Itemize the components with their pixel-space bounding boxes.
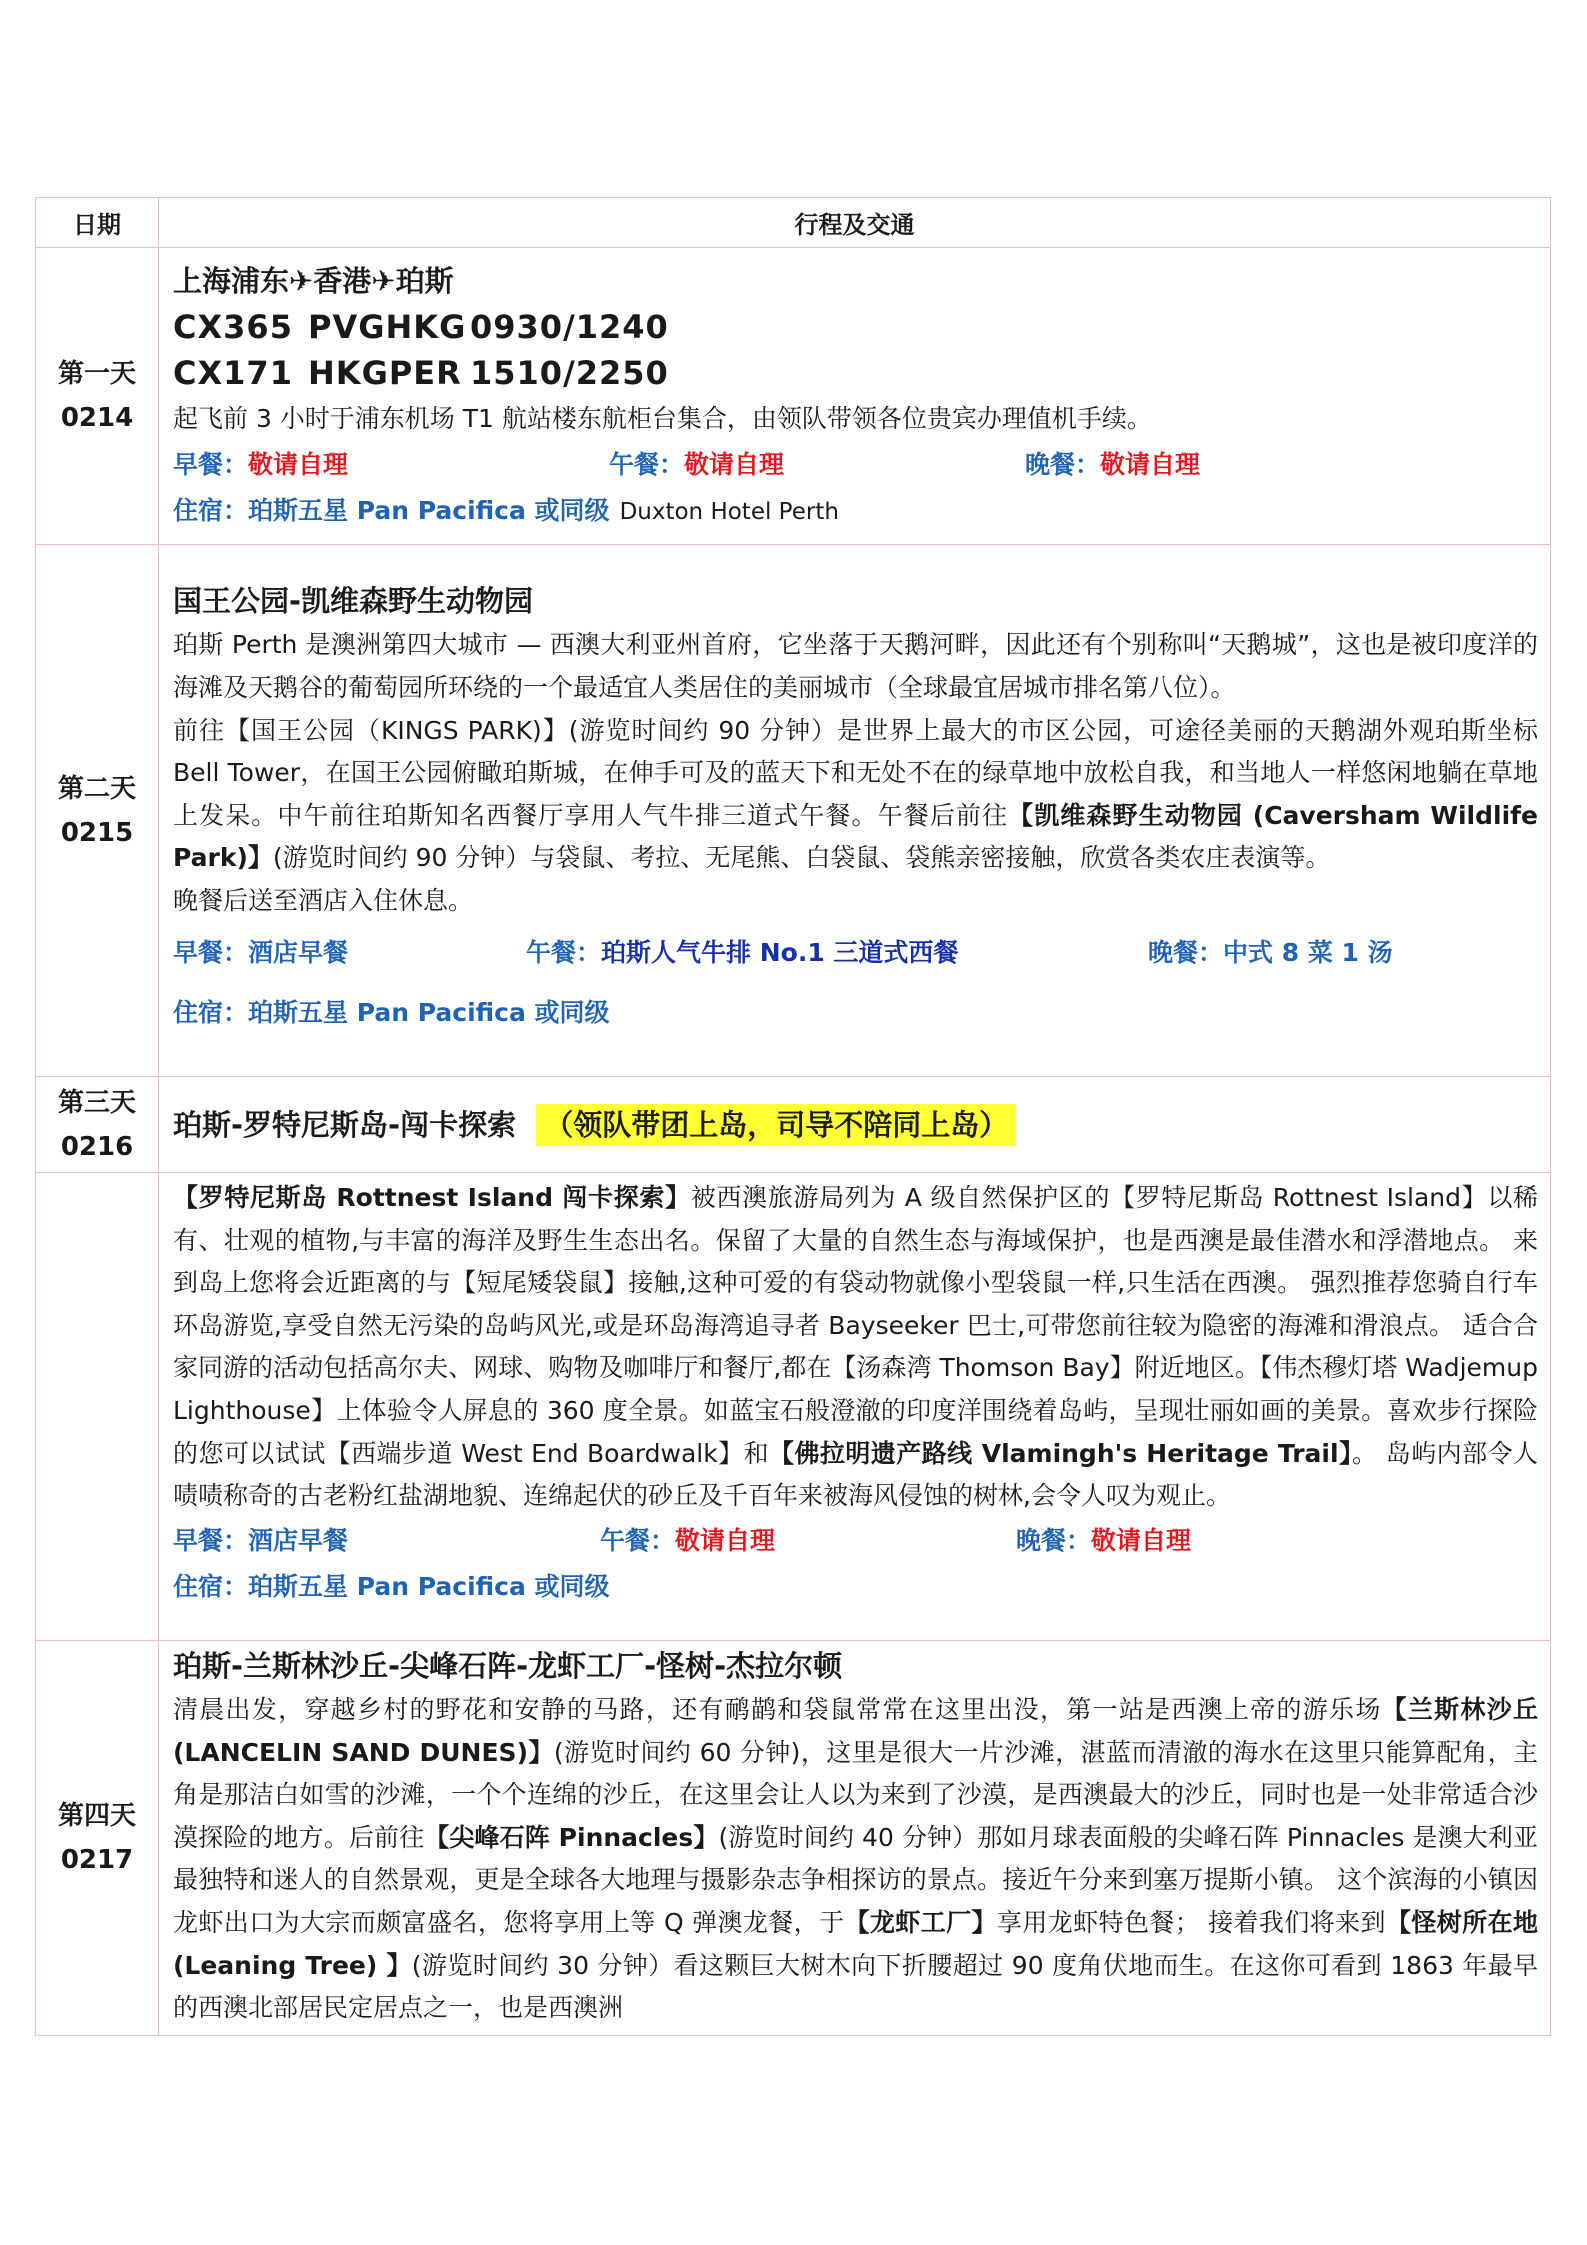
day4-date-cell [36, 1641, 159, 2036]
itinerary-table [35, 197, 1551, 2036]
day3-empty-date-cell [36, 1173, 159, 1641]
day1-label: 第一天 [57, 359, 136, 389]
day2-title: 国王公园-凯维森野生动物园 [173, 584, 534, 619]
day3-label: 第三天 [57, 1087, 136, 1118]
day1-date-cell [36, 248, 159, 545]
day2-date: 0215 [60, 817, 134, 848]
day3-meals [173, 1518, 1538, 1564]
day1-meals [173, 442, 1538, 488]
day3-paragraph: 【罗特尼斯岛 Rottnest Island 闯卡探索】被西澳旅游局列为 A 级自然保护区的【罗特尼斯岛 Rottnest Island】以稀有、壮观的植物,与丰富的海洋及野生生态出名。保留了大量的自然生态与海域保护，也是西澳是最佳潜水和浮潜地点。 来到岛上您将会近距离的与【短尾矮袋鼠】接触,这种可爱的有袋动物就像小型袋鼠一样,只生活在西澳。 强烈推荐您骑自行车环岛游览,享受自然无污染的岛屿风光,或是环岛海湾追寻者 Bayseeker 巴士,可带您前往较为隐密的海滩和滑浪点。 适合合家同游的活动包括高尔夫、网球、购物及咖啡厅和餐厅,都在【汤森湾 Thomson Bay】附近地区。【伟杰穆灯塔 Wadjemup Lighthouse】上体验令人屏息的 360 度全景。如蓝宝石般澄澈的印度洋围绕着岛屿，呈现壮丽如画的美景。喜欢步行探险的您可以试试【西端步道 West End Boardwalk】和【佛拉明遗产路线 Vlamingh's Heritage Trail】。 岛屿内部令人啧啧称奇的古老粉红盐湖地貌、连绵起伏的砂丘及千百年来被海风侵蚀的树林,会令人叹为观止。 [173, 1183, 1539, 1511]
day2-lunch: 午餐：珀斯人气牛排 No.1 三道式西餐 [526, 937, 959, 967]
day2-paragraph-1: 珀斯 Perth 是澳洲第四大城市 — 西澳大利亚州首府，它坐落于天鹅河畔，因此还有个别称叫“天鹅城”，这也是被印度洋的海滩及天鹅谷的葡萄园所环绕的一个最适宜人类居住的美丽城市（全球最宜居城市排名第八位）。 [173, 630, 1538, 703]
day4-title: 珀斯-兰斯林沙丘-尖峰石阵-龙虾工厂-怪树-杰拉尔顿 [173, 1649, 843, 1683]
day4-content [159, 1641, 1551, 2036]
day2-label: 第二天 [57, 773, 136, 804]
day1-description: 起飞前 3 小时于浦东机场 T1 航站楼东航柜台集合，由领队带领各位贵宾办理值机手续。 [173, 403, 1152, 433]
day3-date: 0216 [60, 1131, 134, 1162]
day1-stay: 住宿：珀斯五星 Pan Pacifica 或同级 Duxton Hotel Perth [173, 495, 839, 525]
day2-paragraph-3: 晚餐后送至酒店入住休息。 [173, 885, 474, 915]
day4-label: 第四天 [57, 1801, 136, 1831]
day1-flight-2: CX171 HKGPER 1510/2250 [173, 353, 669, 392]
day3-lunch: 午餐：敬请自理 [600, 1525, 776, 1555]
day1-title: 上海浦东✈香港✈珀斯 [173, 263, 454, 298]
day1-lunch: 午餐：敬请自理 [609, 449, 785, 479]
day3-title-line [173, 1102, 1538, 1148]
day3-title-row [36, 1077, 1551, 1173]
day3-title-cell [159, 1077, 1551, 1173]
day4-paragraph: 清晨出发，穿越乡村的野花和安静的马路，还有鸸鹋和袋鼠常常在这里出没，第一站是西澳上帝的游乐场【兰斯林沙丘 (LANCELIN SAND DUNES)】(游览时间约 60 分钟)，这里是很大一片沙滩，湛蓝而清澈的海水在这里只能算配角，主角是那洁白如雪的沙滩，一个个连绵的沙丘，在这里会让人以为来到了沙漠，是西澳最大的沙丘，同时也是一处非常适合沙漠探险的地方。后前往【尖峰石阵 Pinnacles】(游览时间约 40 分钟）那如月球表面般的尖峰石阵 Pinnacles 是澳大利亚最独特和迷人的自然景观，更是全球各大地理与摄影杂志争相探访的景点。接近午分来到塞万提斯小镇。 这个滨海的小镇因龙虾出口为大宗而颇富盛名，您将享用上等 Q 弹澳龙餐，于【龙虾工厂】享用龙虾特色餐； 接着我们将来到【怪树所在地(Leaning Tree) 】(游览时间约 30 分钟）看这颗巨大树木向下折腰超过 90 度角伏地而生。在这你可看到 1863 年最早的西澳北部居民定居点之一，也是西澳洲 [173, 1695, 1538, 2023]
day3-content [159, 1173, 1551, 1641]
day3-breakfast: 早餐：酒店早餐 [173, 1525, 349, 1555]
day3-date-cell [36, 1077, 159, 1173]
header-date: 日期 [36, 198, 159, 248]
day1-row [36, 248, 1551, 545]
day2-stay: 住宿：珀斯五星 Pan Pacifica 或同级 [173, 997, 610, 1027]
day2-row [36, 545, 1551, 1077]
itinerary-sheet [35, 197, 1551, 2036]
day3-title: 珀斯-罗特尼斯岛-闯卡探索 [173, 1107, 517, 1142]
day4-row [36, 1641, 1551, 2036]
day2-dinner: 晚餐：中式 8 菜 1 汤 [1148, 937, 1393, 967]
day2-breakfast: 早餐：酒店早餐 [173, 937, 349, 967]
day1-stay-extra: Duxton Hotel Perth [619, 498, 839, 525]
header-itinerary: 行程及交通 [159, 198, 1551, 248]
day3-highlight-note: （领队带团上岛，司导不陪同上岛） [536, 1104, 1016, 1146]
table-header-row [36, 198, 1551, 248]
day2-meals [173, 923, 1538, 983]
day1-breakfast: 早餐：敬请自理 [173, 449, 349, 479]
day3-stay: 住宿：珀斯五星 Pan Pacifica 或同级 [173, 1571, 610, 1601]
day4-date: 0217 [60, 1845, 134, 1875]
day1-content [159, 248, 1551, 545]
day1-dinner: 晚餐：敬请自理 [1025, 449, 1201, 479]
day2-date-cell [36, 545, 159, 1077]
day2-paragraph-2: 前往【国王公园（KINGS PARK)】(游览时间约 90 分钟）是世界上最大的市区公园，可途径美丽的天鹅湖外观珀斯坐标 Bell Tower，在国王公园俯瞰珀斯城，在伸手可及的蓝天下和无处不在的绿草地中放松自我，和当地人一样悠闲地躺在草地上发呆。中午前往珀斯知名西餐厅享用人气牛排三道式午餐。午餐后前往【凯维森野生动物园 (Caversham Wildlife Park)】(游览时间约 90 分钟）与袋鼠、考拉、无尾熊、白袋鼠、袋熊亲密接触，欣赏各类农庄表演等。 [173, 715, 1538, 873]
day2-content [159, 545, 1551, 1077]
day1-flight-1: CX365 PVGHKG 0930/1240 [173, 307, 669, 346]
day3-dinner: 晚餐：敬请自理 [1016, 1525, 1192, 1555]
day1-date: 0214 [60, 403, 134, 433]
day3-row [36, 1173, 1551, 1641]
